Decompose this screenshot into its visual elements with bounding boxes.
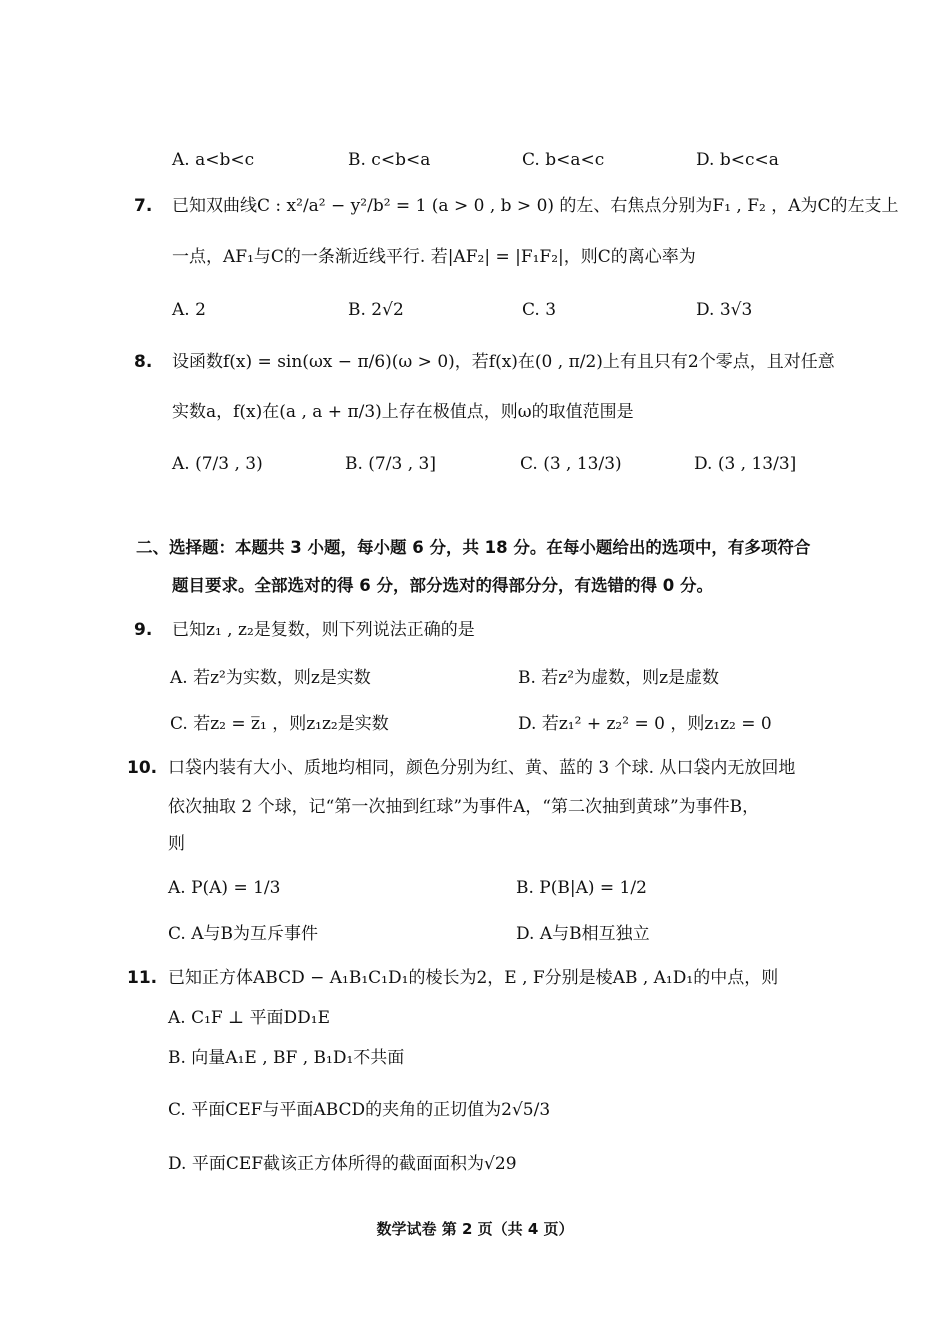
q7-option-b: B. 2√2 xyxy=(348,300,404,320)
q7-number: 7. xyxy=(134,196,153,216)
q10-option-c: C. A与B为互斥事件 xyxy=(168,924,318,944)
q10-stem-line1: 口袋内装有大小、质地均相同，颜色分别为红、黄、蓝的 3 个球. 从口袋内无放回地 xyxy=(168,758,796,778)
q7-option-d: D. 3√3 xyxy=(696,300,753,320)
q6-option-b: B. c<b<a xyxy=(348,150,431,170)
q8-number: 8. xyxy=(134,352,153,372)
q11-option-d: D. 平面CEF截该正方体所得的截面面积为√29 xyxy=(168,1154,517,1174)
q9-option-a: A. 若z²为实数，则z是实数 xyxy=(170,668,371,688)
q8-option-d: D. (3 , 13/3] xyxy=(694,454,797,474)
q7-option-c: C. 3 xyxy=(522,300,557,320)
q10-option-b: B. P(B|A) = 1/2 xyxy=(516,878,647,898)
q9-option-d: D. 若z₁² + z₂² = 0 ，则z₁z₂ = 0 xyxy=(518,714,772,734)
q11-option-b: B. 向量A₁E , BF , B₁D₁不共面 xyxy=(168,1048,405,1068)
q9-number: 9. xyxy=(134,620,153,640)
q9-stem: 已知z₁ , z₂是复数，则下列说法正确的是 xyxy=(172,620,475,640)
q6-option-d: D. b<c<a xyxy=(696,150,779,170)
q9-option-c: C. 若z₂ = z̅₁ ，则z₁z₂是实数 xyxy=(170,714,389,734)
q10-stem-line2: 依次抽取 2 个球，记“第一次抽到红球”为事件A，“第二次抽到黄球”为事件B， xyxy=(168,797,760,817)
q10-stem-line3: 则 xyxy=(168,834,185,854)
q8-stem-line1: 设函数f(x) = sin(ωx − π/6)(ω > 0)，若f(x)在(0 , π/2)上有且只有2个零点，且对任意 xyxy=(172,352,835,372)
q7-stem-line1: 已知双曲线C : x²/a² − y²/b² = 1 (a > 0 , b > 0) 的左、右焦点分别为F₁ , F₂ ，A为C的左支上 xyxy=(172,196,899,216)
section2-intro-line2: 题目要求。全部选对的得 6 分，部分选对的得部分分，有选错的得 0 分。 xyxy=(172,576,713,595)
q10-option-d: D. A与B相互独立 xyxy=(516,924,650,944)
q8-option-a: A. (7/3 , 3) xyxy=(172,454,263,474)
q11-option-c: C. 平面CEF与平面ABCD的夹角的正切值为2√5/3 xyxy=(168,1100,551,1120)
q7-option-a: A. 2 xyxy=(172,300,206,320)
q10-number: 10. xyxy=(127,758,158,778)
section2-intro-line1: 二、选择题：本题共 3 小题，每小题 6 分，共 18 分。在每小题给出的选项中，有多项符合 xyxy=(136,538,811,557)
q10-option-a: A. P(A) = 1/3 xyxy=(168,878,281,898)
page-footer: 数学试卷 第 2 页（共 4 页） xyxy=(376,1220,574,1238)
q6-option-a: A. a<b<c xyxy=(172,150,255,170)
q8-option-b: B. (7/3 , 3] xyxy=(345,454,436,474)
q6-option-c: C. b<a<c xyxy=(522,150,605,170)
q11-option-a: A. C₁F ⊥ 平面DD₁E xyxy=(168,1008,330,1028)
q7-stem-line2: 一点，AF₁与C的一条渐近线平行. 若|AF₂| = |F₁F₂|，则C的离心率为 xyxy=(172,247,696,267)
q11-number: 11. xyxy=(127,968,158,988)
q9-option-b: B. 若z²为虚数，则z是虚数 xyxy=(518,668,720,688)
q8-stem-line2: 实数a，f(x)在(a , a + π/3)上存在极值点，则ω的取值范围是 xyxy=(172,402,634,422)
q11-stem: 已知正方体ABCD − A₁B₁C₁D₁的棱长为2，E , F分别是棱AB , A₁D₁的中点，则 xyxy=(168,968,779,988)
q8-option-c: C. (3 , 13/3) xyxy=(520,454,622,474)
